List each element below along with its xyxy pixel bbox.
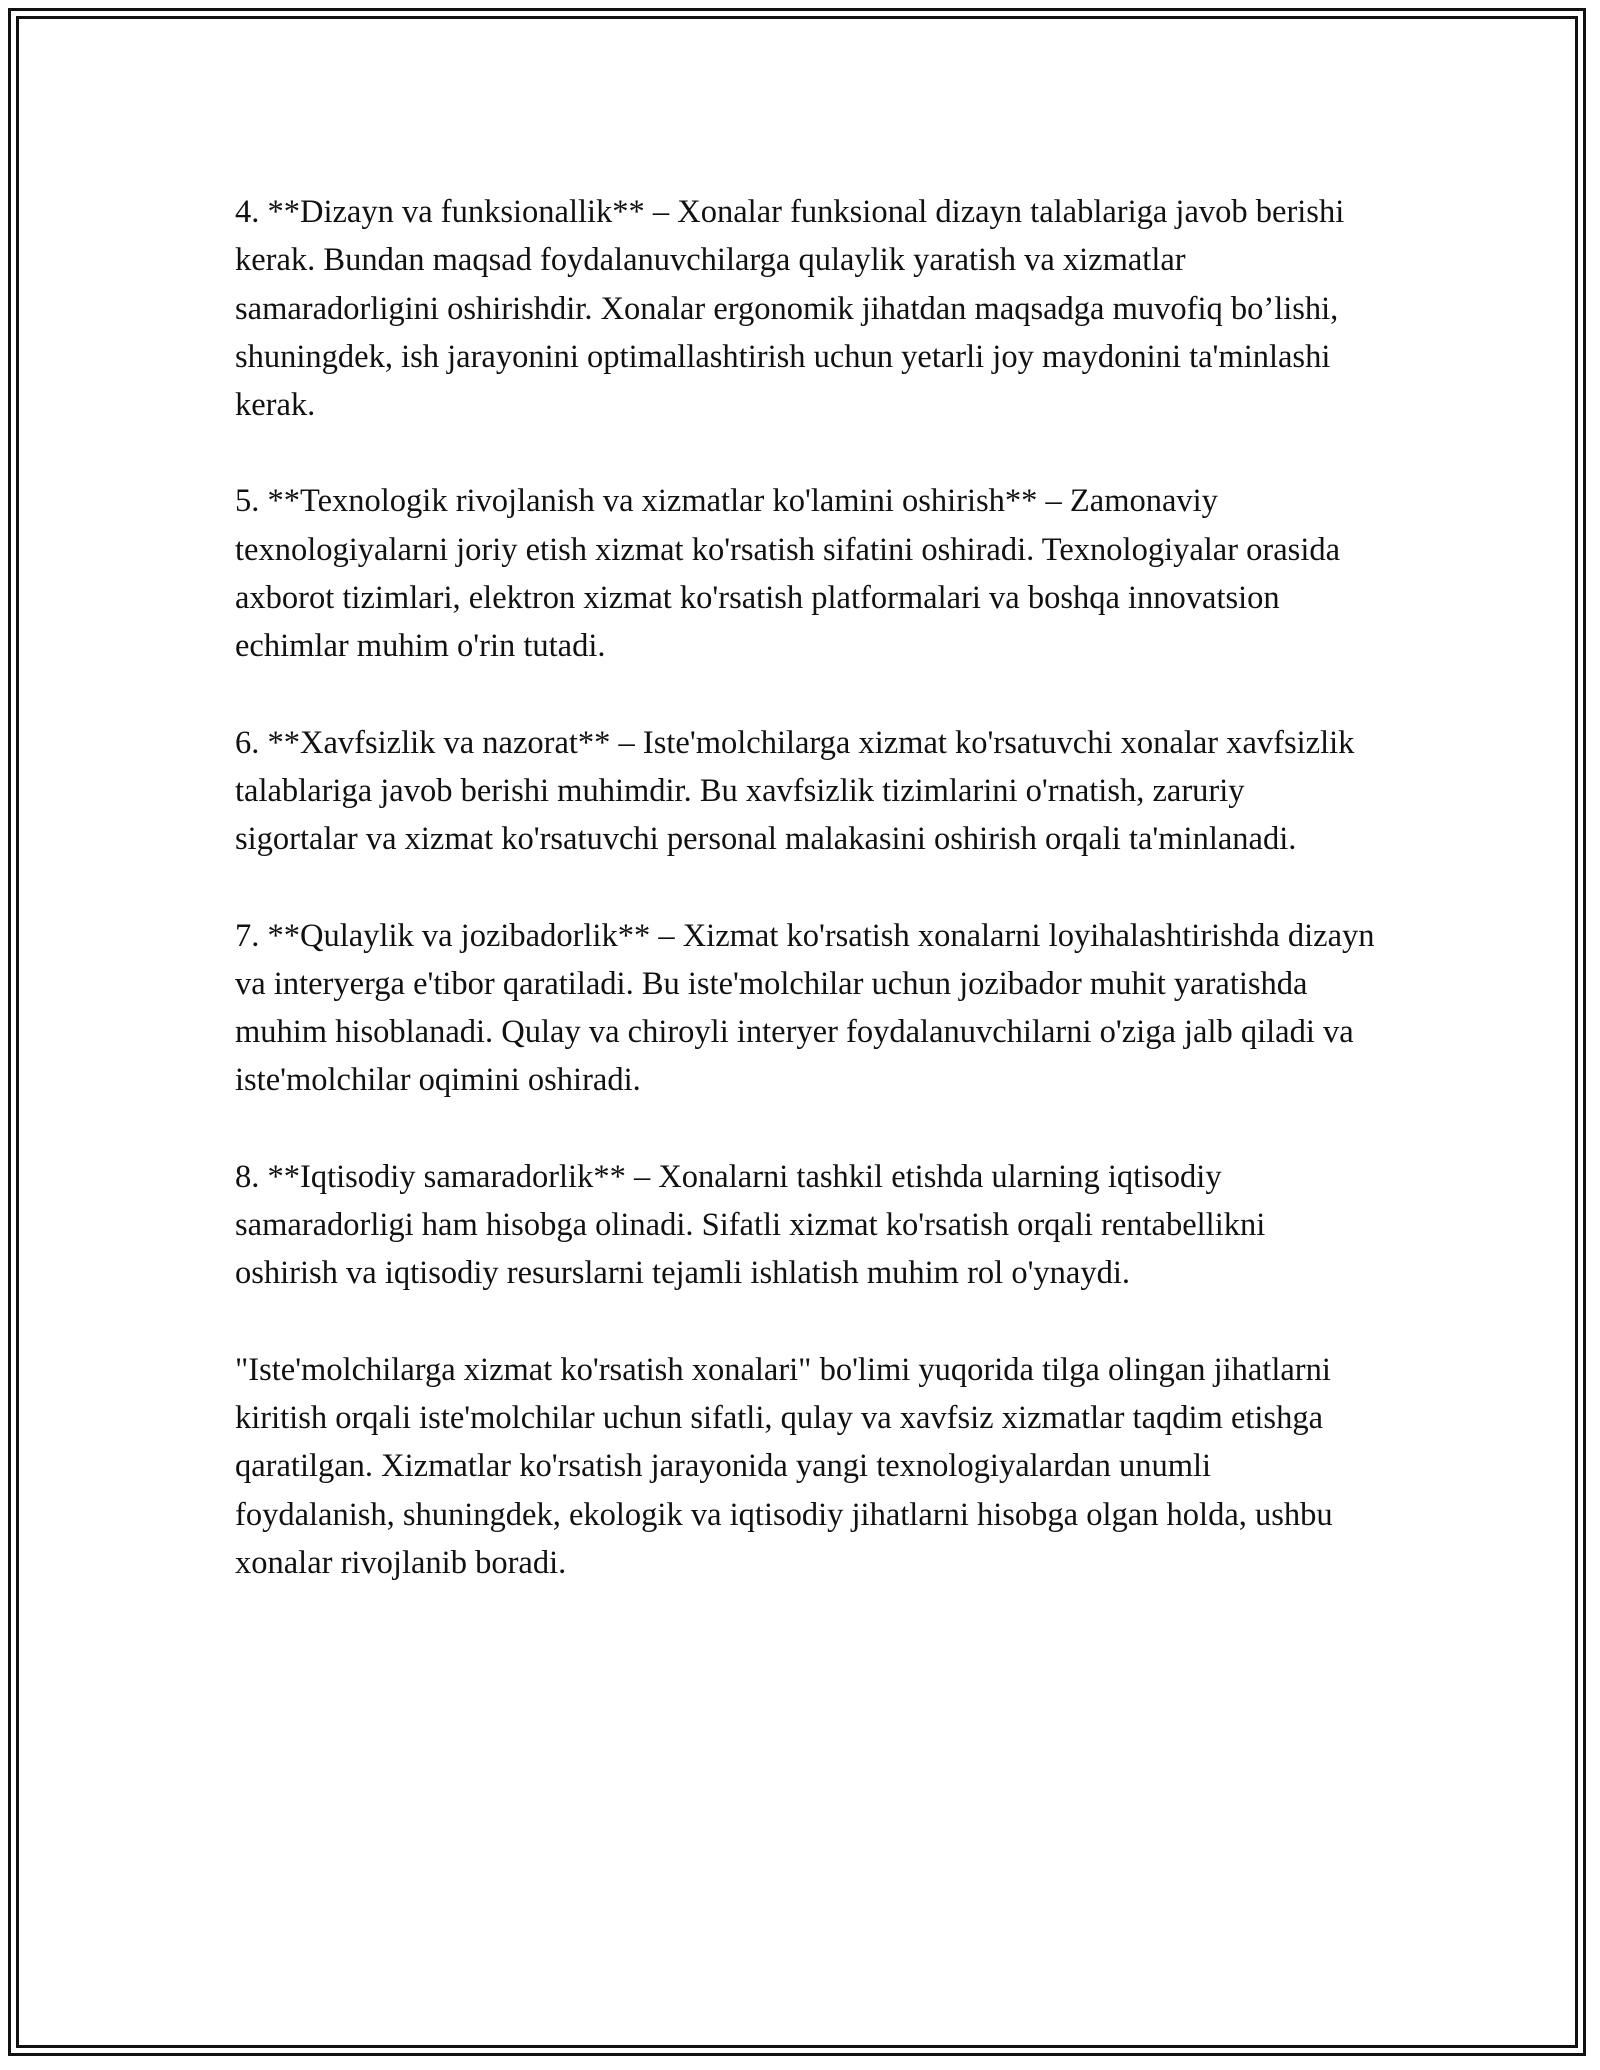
paragraph-xavfsizlik-nazorat: 6. **Xavfsizlik va nazorat** – Iste'molchilarga xizmat ko'rsatuvchi xonalar xavfsizlik talablariga javob berishi muhimdir. Bu xavfsizlik tizimlarini o'rnatish, zaruriy sigortalar va xizmat ko'rsatuvchi personal malakasini oshirish orqali ta'minlanadi. xyxy=(235,724,1355,858)
paragraph-dizayn-funksionallik: 4. **Dizayn va funksionallik** – Xonalar funksional dizayn talablariga javob berishi kerak. Bundan maqsad foydalanuvchilarga qulaylik yaratish va xizmatlar samaradorligini oshirishdir. Xonalar ergonomik jihatdan maqsadga muvofiq bo’lishi, shuningdek, ish jarayonini optimallashtirish uchun yetarli joy maydonini ta'minlashi kerak. xyxy=(235,194,1345,424)
paragraph-conclusion: "Iste'molchilarga xizmat ko'rsatish xonalari" bo'limi yuqorida tilga olingan jihatlarni kiritish orqali iste'molchilar uchun sifatli, qulay va xavfsiz xizmatlar taqdim etishga qaratilgan. Xizmatlar ko'rsatish jarayonida yangi texnologiyalardan unumli foydalanish, shuningdek, ekologik va iqtisodiy jihatlarni hisobga olgan holda, ushbu xonalar rivojlanib boradi. xyxy=(235,1351,1333,1581)
paragraph-texnologik-rivojlanish: 5. **Texnologik rivojlanish va xizmatlar ko'lamini oshirish** – Zamonaviy texnologiyalarni joriy etish xizmat ko'rsatish sifatini oshiradi. Texnologiyalar orasida axborot tizimlari, elektron xizmat ko'rsatish platformalari va boshqa innovatsion echimlar muhim o'rin tutadi. xyxy=(235,483,1341,665)
document-body xyxy=(235,188,1375,1635)
paragraph-iqtisodiy-samaradorlik: 8. **Iqtisodiy samaradorlik** – Xonalarni tashkil etishda ularning iqtisodiy samaradorligi ham hisobga olinadi. Sifatli xizmat ko'rsatish orqali rentabellikni oshirish va iqtisodiy resurslarni tejamli ishlatish muhim rol o'ynaydi. xyxy=(235,1158,1266,1292)
paragraph-qulaylik-jozibadorlik: 7. **Qulaylik va jozibadorlik** – Xizmat ko'rsatish xonalarni loyihalashtirishda dizayn va interyerga e'tibor qaratiladi. Bu iste'molchilar uchun jozibador muhit yaratishda muhim hisoblanadi. Qulay va chiroyli interyer foydalanuvchilarni o'ziga jalb qiladi va iste'molchilar oqimini oshiradi. xyxy=(235,917,1375,1099)
